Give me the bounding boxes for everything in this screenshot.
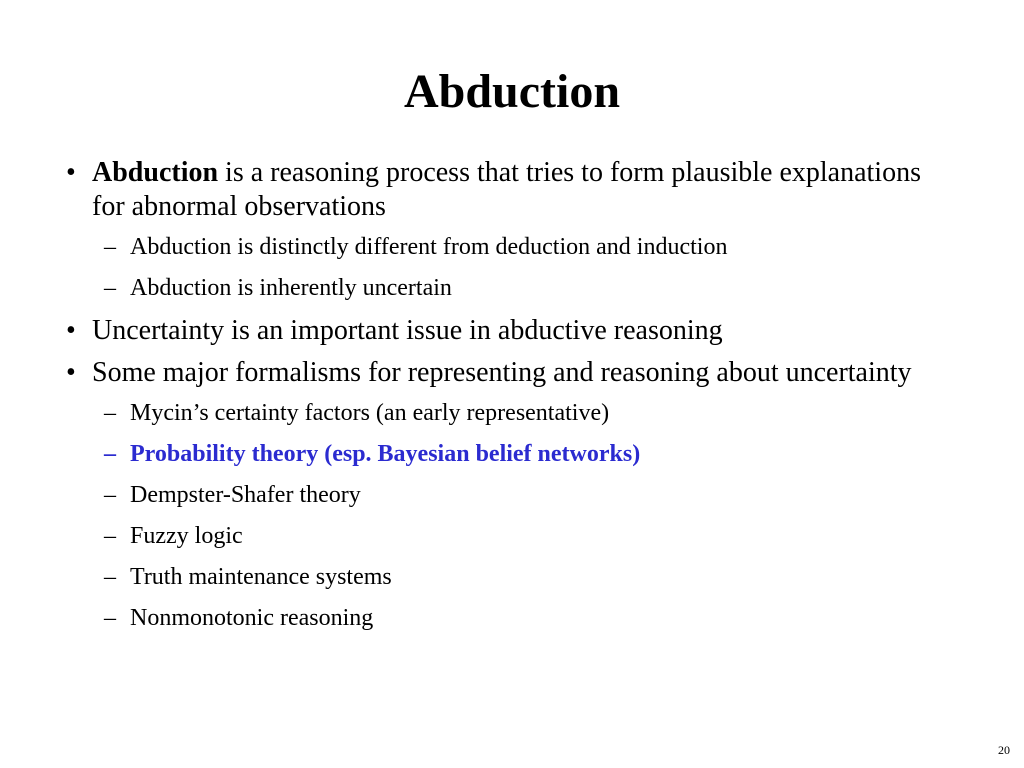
sub-bullet-marker: – xyxy=(104,275,116,301)
bullet-text: Some major formalisms for representing and reasoning about uncertainty xyxy=(92,357,912,388)
sub-bullet-item xyxy=(60,562,960,592)
sub-bullet-marker: – xyxy=(104,400,116,426)
bullet-item xyxy=(60,156,960,224)
sub-bullet-text: Probability theory (esp. Bayesian belief networks) xyxy=(130,441,641,467)
sub-bullet-item xyxy=(60,480,960,510)
sub-bullet-text: Mycin’s certainty factors (an early representative) xyxy=(130,400,610,426)
bullet-text: is a reasoning process that tries to form plausible explanations for abnormal observations xyxy=(92,157,921,222)
sub-bullet-item-highlighted xyxy=(60,439,960,469)
bullet-item xyxy=(60,314,960,348)
sub-bullet-text: Nonmonotonic reasoning xyxy=(130,605,374,631)
sub-bullet-marker: – xyxy=(104,605,116,631)
bullet-bold-lead: Abduction xyxy=(92,157,219,188)
bullet-marker: • xyxy=(66,315,76,346)
page-number: 20 xyxy=(998,743,1010,757)
sub-bullet-text: Truth maintenance systems xyxy=(130,564,392,590)
sub-bullet-item xyxy=(60,398,960,428)
sub-bullet-marker: – xyxy=(104,441,116,467)
sub-bullet-text: Dempster-Shafer theory xyxy=(130,482,361,508)
bullet-list xyxy=(60,156,960,644)
sub-bullet-item xyxy=(60,603,960,633)
sub-bullet-marker: – xyxy=(104,482,116,508)
bullet-item xyxy=(60,356,960,390)
sub-bullet-marker: – xyxy=(104,564,116,590)
bullet-marker: • xyxy=(66,357,76,388)
sub-bullet-item xyxy=(60,273,960,303)
sub-bullet-item xyxy=(60,521,960,551)
sub-bullet-text: Abduction is inherently uncertain xyxy=(130,275,452,301)
slide-title: Abduction xyxy=(403,65,621,118)
sub-bullet-text: Fuzzy logic xyxy=(130,523,243,549)
sub-bullet-text: Abduction is distinctly different from deduction and induction xyxy=(130,234,728,260)
sub-bullet-marker: – xyxy=(104,523,116,549)
bullet-marker: • xyxy=(66,157,76,188)
sub-bullet-item xyxy=(60,232,960,262)
bullet-text: Uncertainty is an important issue in abductive reasoning xyxy=(92,315,723,346)
sub-bullet-marker: – xyxy=(104,234,116,260)
